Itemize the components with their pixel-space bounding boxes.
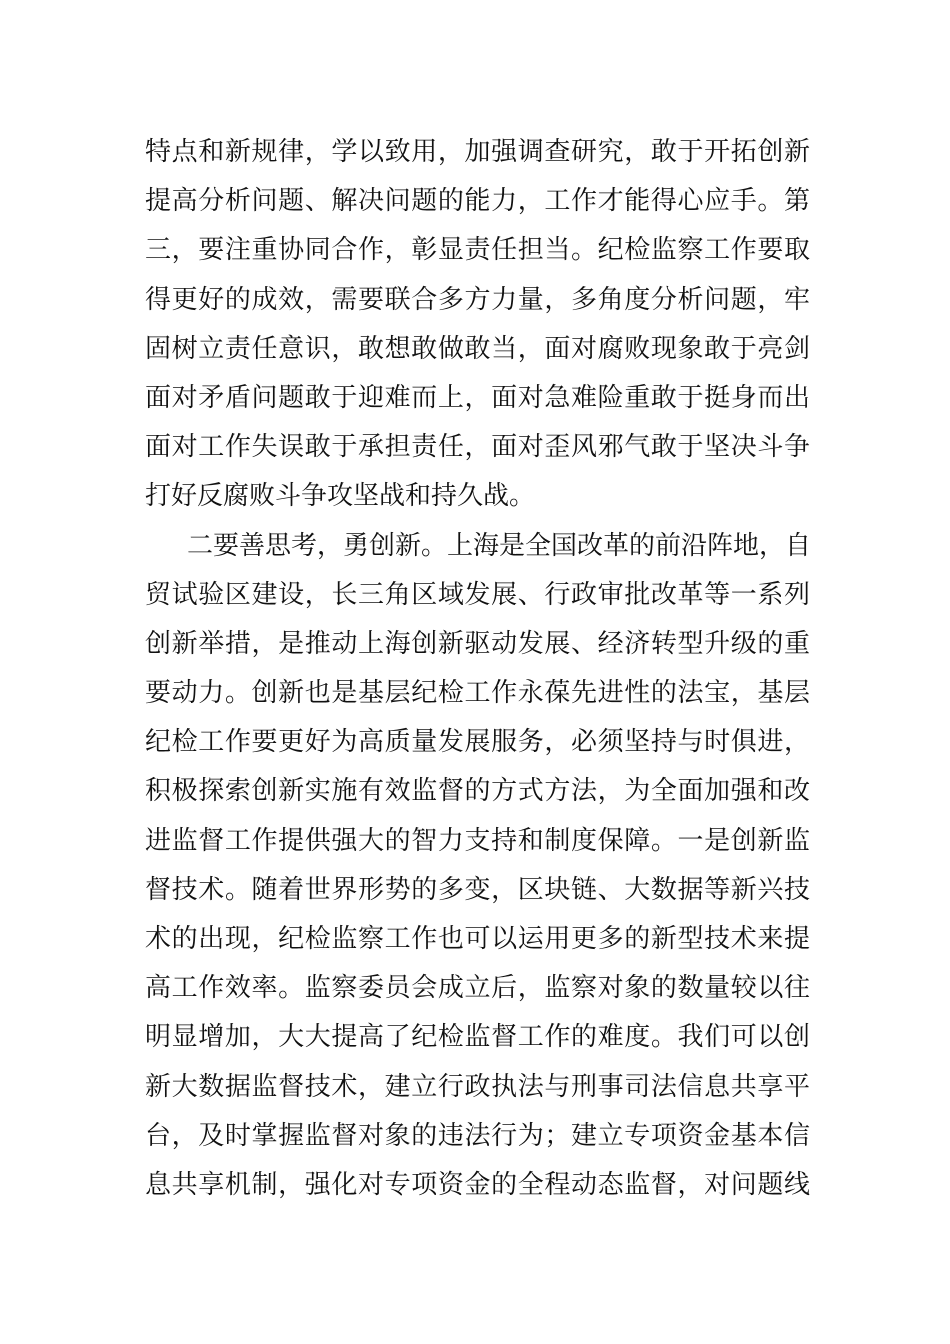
paragraph-2-line-2: 贸试验区建设，长三角区域发展、行政审批改革等一系列 <box>145 579 810 610</box>
paragraph-2-line-9: 术的出现，纪检监察工作也可以运用更多的新型技术来提 <box>145 924 810 954</box>
paragraph-2-line-13: 台，及时掌握监督对象的违法行为；建立专项资金基本信 <box>145 1120 810 1151</box>
paragraph-1-line-5: 固树立责任意识，敢想敢做敢当，面对腐败现象敢于亮剑 <box>145 333 810 364</box>
paragraph-2-line-6: 积极探索创新实施有效监督的方式方法，为全面加强和改 <box>145 776 810 807</box>
paragraph-1-line-8: 打好反腐败斗争攻坚战和持久战。 <box>145 481 536 512</box>
paragraph-2-line-12: 新大数据监督技术，建立行政执法与刑事司法信息共享平 <box>145 1071 810 1102</box>
paragraph-2-line-8: 督技术。随着世界形势的多变，区块链、大数据等新兴技 <box>145 874 810 905</box>
body-text <box>145 128 810 1210</box>
paragraph-2-line-5: 纪检工作要更好为高质量发展服务，必须坚持与时俱进， <box>145 727 810 758</box>
paragraph-1-line-1: 特点和新规律，学以致用，加强调查研究，敢于开拓创新 <box>145 137 810 167</box>
paragraph-1-line-3: 三，要注重协同合作，彰显责任担当。纪检监察工作要取 <box>145 235 810 266</box>
paragraph-2-line-10: 高工作效率。监察委员会成立后，监察对象的数量较以往 <box>145 973 810 1004</box>
paragraph-1-line-7: 面对工作失误敢于承担责任，面对歪风邪气敢于坚决斗争 <box>145 432 810 463</box>
paragraph-2-line-7: 进监督工作提供强大的智力支持和制度保障。一是创新监 <box>145 825 810 856</box>
paragraph-1-line-2: 提高分析问题、解决问题的能力，工作才能得心应手。第 <box>145 186 810 217</box>
paragraph-2-line-11: 明显增加，大大提高了纪检监督工作的难度。我们可以创 <box>145 1022 810 1053</box>
paragraph-2-line-4: 要动力。创新也是基层纪检工作永葆先进性的法宝，基层 <box>145 678 810 709</box>
paragraph-2-line-1: 二要善思考，勇创新。上海是全国改革的前沿阵地，自 <box>187 530 812 561</box>
paragraph-1-line-4: 得更好的成效，需要联合多方力量，多角度分析问题，牢 <box>145 284 810 315</box>
paragraph-1-line-6: 面对矛盾问题敢于迎难而上，面对急难险重敢于挺身而出 <box>145 382 810 413</box>
paragraph-2-line-14: 息共享机制，强化对专项资金的全程动态监督，对问题线 <box>145 1169 810 1200</box>
paragraph-2-line-3: 创新举措，是推动上海创新驱动发展、经济转型升级的重 <box>145 628 810 659</box>
